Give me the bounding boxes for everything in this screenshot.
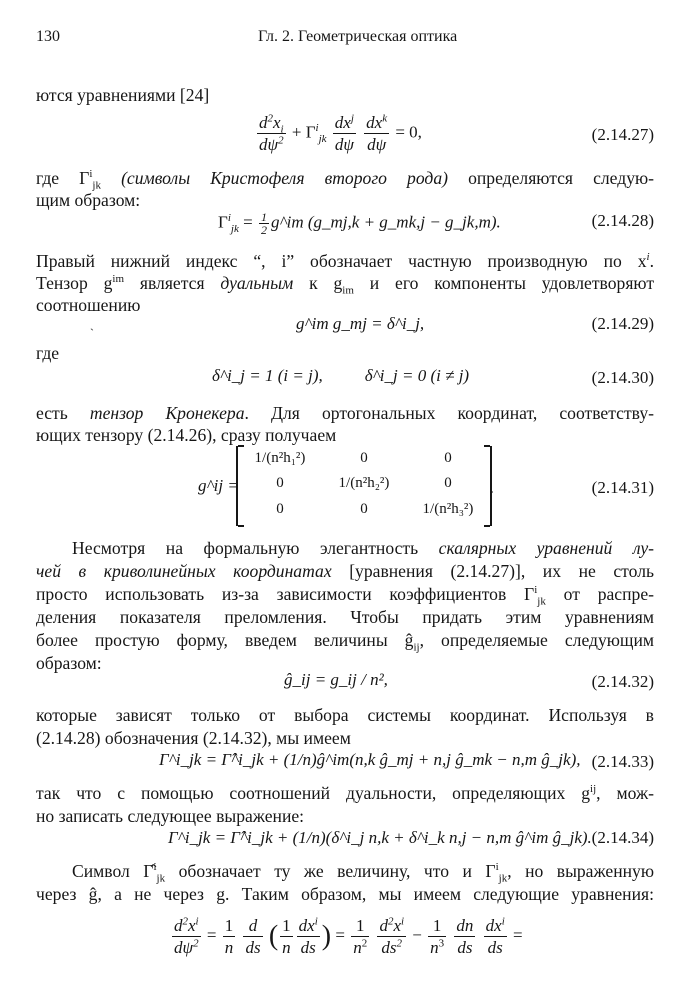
equation-number: (2.14.29) [591, 314, 654, 333]
paragraph-coordinates-cont: (2.14.28) обозначения (2.14.32), мы имеем [36, 728, 351, 748]
equation-2-14-29: g^im g_mj = δ^i_j, [296, 314, 425, 333]
paragraph-christoffel: где $\Gamma^i_{jk}$ (символы Кристофеля второго рода) определяются следую- [36, 168, 654, 192]
equation-number: (2.14.32) [591, 672, 654, 691]
paragraph-symbol-cont: через ĝ, а не через g. Таким образом, мы имеем следующие уравнения: [36, 884, 654, 904]
paragraph-coordinates: которые зависят только от выбора системы координат. Используя в [36, 705, 654, 725]
paragraph-elegance: Несмотря на формальную элегантность скалярных уравнений лу- [72, 538, 654, 558]
paragraph-where: где [36, 343, 60, 363]
equation-number: (2.14.31) [591, 478, 654, 497]
matrix-cell: 0 [444, 475, 452, 491]
matrix-cell: 0 [360, 501, 368, 517]
matrix-cell: 0 [276, 475, 284, 491]
paragraph-duality: так что с помощью соотношений дуальности, определяющих $g^{ij}$, мож- [36, 783, 654, 803]
matrix-cell: 1/(n²h₁²) [254, 450, 306, 466]
equation-ray-second-derivative: $\frac{d^2x^i}{d\psi^2}$ = $\frac{1}{n}$ $\frac{d}{ds}$ ( $\frac{1}{n}$ $\frac{dx^i}{ds}$ ) = $\frac{1}{n^2}$ $\frac{d^2x^i}{ds^2}$ − $\frac{1}{n^3}$ $\frac{dn}{ds}$ $\frac{dx^i}{ds}$ = [174, 915, 523, 957]
metric-tensor-matrix [236, 446, 495, 526]
equation-number: (2.14.34) [591, 828, 654, 847]
paragraph-elegance-l4: деления показателя преломления. Чтобы придать этим уравнениям [36, 607, 654, 627]
paragraph-partial-derivative: Правый нижний индекс “, i” обозначает частную производную по $x^i$. [36, 251, 654, 271]
equation-2-14-31-lhs: g^ij = [198, 476, 239, 495]
matrix-cell: 1/(n²h₃²) [422, 501, 474, 517]
paragraph-intro: ются уравнениями [24] [36, 85, 210, 105]
paragraph-kronecker-cont: ющих тензору (2.14.26), сразу получаем [36, 425, 337, 445]
paragraph-elegance-l2: чей в криволинейных координатах [уравнения (2.14.27)], их не столь [36, 561, 654, 581]
matrix-cell: 0 [360, 450, 368, 466]
paragraph-elegance-l5: более простую форму, введем величины $ĝ_{ij}$, определяемые следующим [36, 630, 655, 654]
equation-number: (2.14.28) [591, 211, 654, 230]
equation-2-14-30: δ^i_j = 1 (i = j), δ^i_j = 0 (i ≠ j) [212, 366, 470, 385]
paragraph-christoffel-cont: щим образом: [36, 190, 141, 210]
equation-2-14-32: ĝ_ij = g_ij / n², [284, 670, 388, 689]
equation-2-14-27: $\frac{d^2x_i}{d\psi^2}$ + $\Gamma^i_{jk}$ $\frac{dx^j}{d\psi}$ $\frac{dx^k}{d\psi}$ = 0, [259, 112, 422, 154]
equation-number: (2.14.27) [591, 125, 654, 144]
matrix-cell: 1/(n²h₂²) [338, 475, 390, 491]
equation-2-14-28: $\Gamma^i_{jk}$ = $\frac{1}{2}$ g^im (g_mj,k + g_mk,j − g_jk,m). [218, 210, 501, 237]
paragraph-dual-tensor-cont: соотношению [36, 295, 141, 315]
equation-2-14-34: Γ^i_jk = Γ̂^i_jk + (1/n)(δ^i_j n,k + δ^i_k n,j − n,m ĝ^im ĝ_jk). [168, 828, 592, 847]
equation-2-14-33: Γ^i_jk = Γ̂^i_jk + (1/n)ĝ^im(n,k ĝ_mj + n,j ĝ_mk − n,m ĝ_jk), [159, 750, 581, 769]
paragraph-dual-tensor: Тензор $g^{im}$ является дуальным к $g_{im}$ и его компоненты удовлетворяют [36, 273, 655, 297]
paragraph-kronecker: есть тензор Кронекера. Для ортогональных координат, соответству- [36, 403, 654, 423]
matrix-cell: 0 [444, 450, 452, 466]
paragraph-symbol: Символ Γ̂$^i_{jk}$ обозначает ту же величину, что и $\Gamma^i_{jk}$, но выраженную [72, 861, 654, 885]
matrix-cell: 0 [276, 501, 284, 517]
page-number: 130 [36, 28, 60, 45]
equation-number: (2.14.30) [591, 368, 654, 387]
stray-mark: ˋ [90, 326, 94, 340]
equation-number: (2.14.33) [591, 752, 654, 771]
paragraph-elegance-l3: просто использовать из-за зависимости коэффициентов $\Gamma^i_{jk}$ от распре- [36, 584, 654, 608]
matrix-period: . [490, 478, 495, 497]
paragraph-elegance-l6: образом: [36, 653, 102, 673]
running-head: Гл. 2. Геометрическая оптика [258, 28, 458, 45]
paragraph-duality-cont: но записать следующее выражение: [36, 806, 305, 826]
